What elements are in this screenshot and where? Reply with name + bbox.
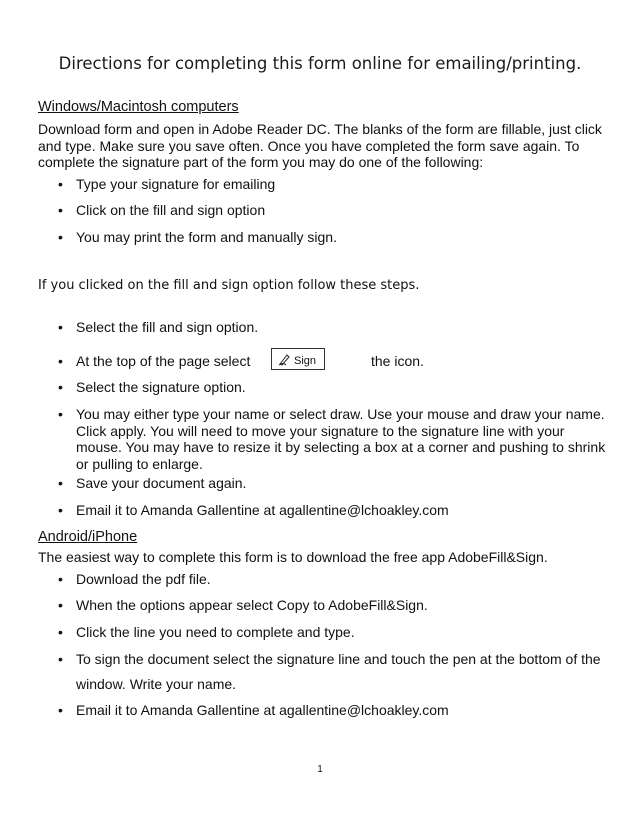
- bullet-dot: •: [58, 353, 63, 369]
- windows-intro: Download form and open in Adobe Reader DC. The blanks of the form are fillable, just click and type. Make sure you save often. Once you have completed the form save again. To complete the signature part of the form you may do one of the following:: [38, 121, 602, 170]
- bullet-dot: •: [58, 571, 63, 587]
- android-intro: The easiest way to complete this form is to download the free app AdobeFill&Sign.: [38, 549, 548, 565]
- section-heading-android: Android/iPhone: [38, 529, 138, 545]
- pen-icon: [278, 352, 292, 369]
- list-item: Email it to Amanda Gallentine at agallentine@lchoakley.com: [76, 702, 449, 718]
- bullet-dot: •: [58, 319, 63, 335]
- list-item: Download the pdf file.: [76, 571, 211, 587]
- bullet-dot: •: [58, 176, 63, 192]
- page-title: Directions for completing this form online for emailing/printing.: [58, 54, 582, 73]
- bullet-dot: •: [58, 475, 63, 491]
- list-item-continuation: window. Write your name.: [76, 676, 237, 692]
- bullet-dot: •: [58, 702, 63, 718]
- bullet-dot: •: [58, 406, 63, 422]
- bullet-dot: •: [58, 202, 63, 218]
- fill-sign-lead: If you clicked on the fill and sign option follow these steps.: [38, 278, 420, 293]
- list-item: You may print the form and manually sign.: [76, 229, 337, 245]
- bullet-dot: •: [58, 597, 63, 613]
- list-item-suffix: the icon.: [371, 353, 424, 369]
- bullet-dot: •: [58, 624, 63, 640]
- sign-icon-label: Sign: [294, 355, 317, 367]
- section-heading-windows: Windows/Macintosh computers: [38, 99, 239, 115]
- list-item: When the options appear select Copy to AdobeFill&Sign.: [76, 597, 428, 613]
- list-item: Save your document again.: [76, 475, 247, 491]
- bullet-dot: •: [58, 651, 63, 667]
- sign-icon-box: [271, 348, 325, 370]
- list-item: Click on the fill and sign option: [76, 202, 266, 218]
- bullet-dot: •: [58, 502, 63, 518]
- list-item: Select the signature option.: [76, 379, 246, 395]
- bullet-dot: •: [58, 229, 63, 245]
- list-item: To sign the document select the signature line and touch the pen at the bottom of the: [76, 651, 601, 667]
- list-item: Click the line you need to complete and type.: [76, 624, 355, 640]
- list-item: Email it to Amanda Gallentine at agallentine@lchoakley.com: [76, 502, 449, 518]
- list-item: You may either type your name or select draw. Use your mouse and draw your name. Click apply. You will need to move your signature to the signature line with your mouse. You may have to resize it by selecting a box at a corner and pushing to shrink or pulling to enlarge.: [76, 406, 606, 472]
- list-item: At the top of the page select: [76, 353, 251, 369]
- list-item: Type your signature for emailing: [76, 176, 276, 192]
- list-item: Select the fill and sign option.: [76, 319, 259, 335]
- bullet-dot: •: [58, 379, 63, 395]
- page-number: 1: [317, 764, 323, 775]
